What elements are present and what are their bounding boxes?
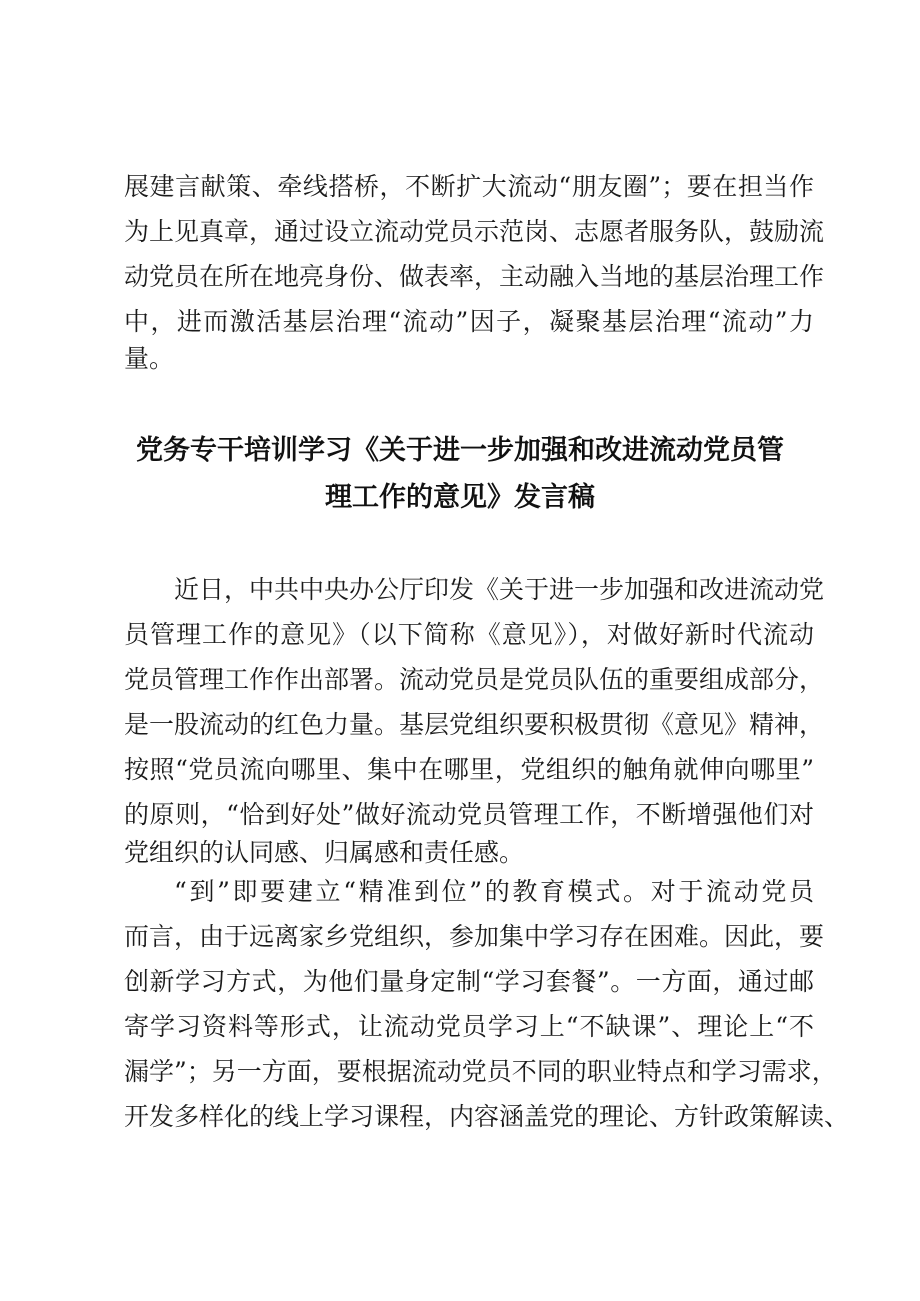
paragraph-line: 近日，中共中央办公厅印发《关于进一步加强和改进流动党 [174,575,825,604]
paragraph-line: 为上见真章，通过设立流动党员示范岗、志愿者服务队，鼓励流 [124,217,825,246]
paragraph-line: 量。 [124,344,175,373]
paragraph-line: 创新学习方式，为他们量身定制“学习套餐”。一方面，通过邮 [124,967,814,996]
paragraph-line: 的原则，“恰到好处”做好流动党员管理工作，不断增强他们对 [124,800,814,829]
paragraph-line: 寄学习资料等形式，让流动党员学习上“不缺课”、理论上“不 [124,1012,814,1041]
paragraph-line: 动党员在所在地亮身份、做表率，主动融入当地的基层治理工作 [124,262,825,291]
paragraph-line: “到”即要建立“精准到位”的教育模式。对于流动党员 [174,877,814,906]
paragraph-line: 是一股流动的红色力量。基层党组织要积极贯彻《意见》精神， [124,710,825,739]
paragraph-line: 党员管理工作作出部署。流动党员是党员队伍的重要组成部分， [124,665,825,694]
paragraph-line: 展建言献策、牵线搭桥，不断扩大流动“朋友圈”；要在担当作 [124,172,814,201]
paragraph-line: 而言，由于远离家乡党组织，参加集中学习存在困难。因此，要 [124,922,825,951]
paragraph-line: 开发多样化的线上学习课程，内容涵盖党的理论、方针政策解读、 [124,1102,850,1131]
paragraph-line: 党组织的认同感、归属感和责任感。 [124,838,525,867]
paragraph-line: 漏学”；另一方面，要根据流动党员不同的职业特点和学习需求， [124,1057,837,1086]
paragraph-line: 按照“党员流向哪里、集中在哪里，党组织的触角就伸向哪里” [124,755,814,784]
document-title: 党务专干培训学习《关于进一步加强和改进流动党员管 [136,435,784,466]
paragraph-line: 员管理工作的意见》（以下简称《意见》），对做好新时代流动 [124,620,814,649]
paragraph-line: 中，进而激活基层治理“流动”因子，凝聚基层治理“流动”力 [124,307,814,336]
document-title: 理工作的意见》发言稿 [325,482,595,513]
